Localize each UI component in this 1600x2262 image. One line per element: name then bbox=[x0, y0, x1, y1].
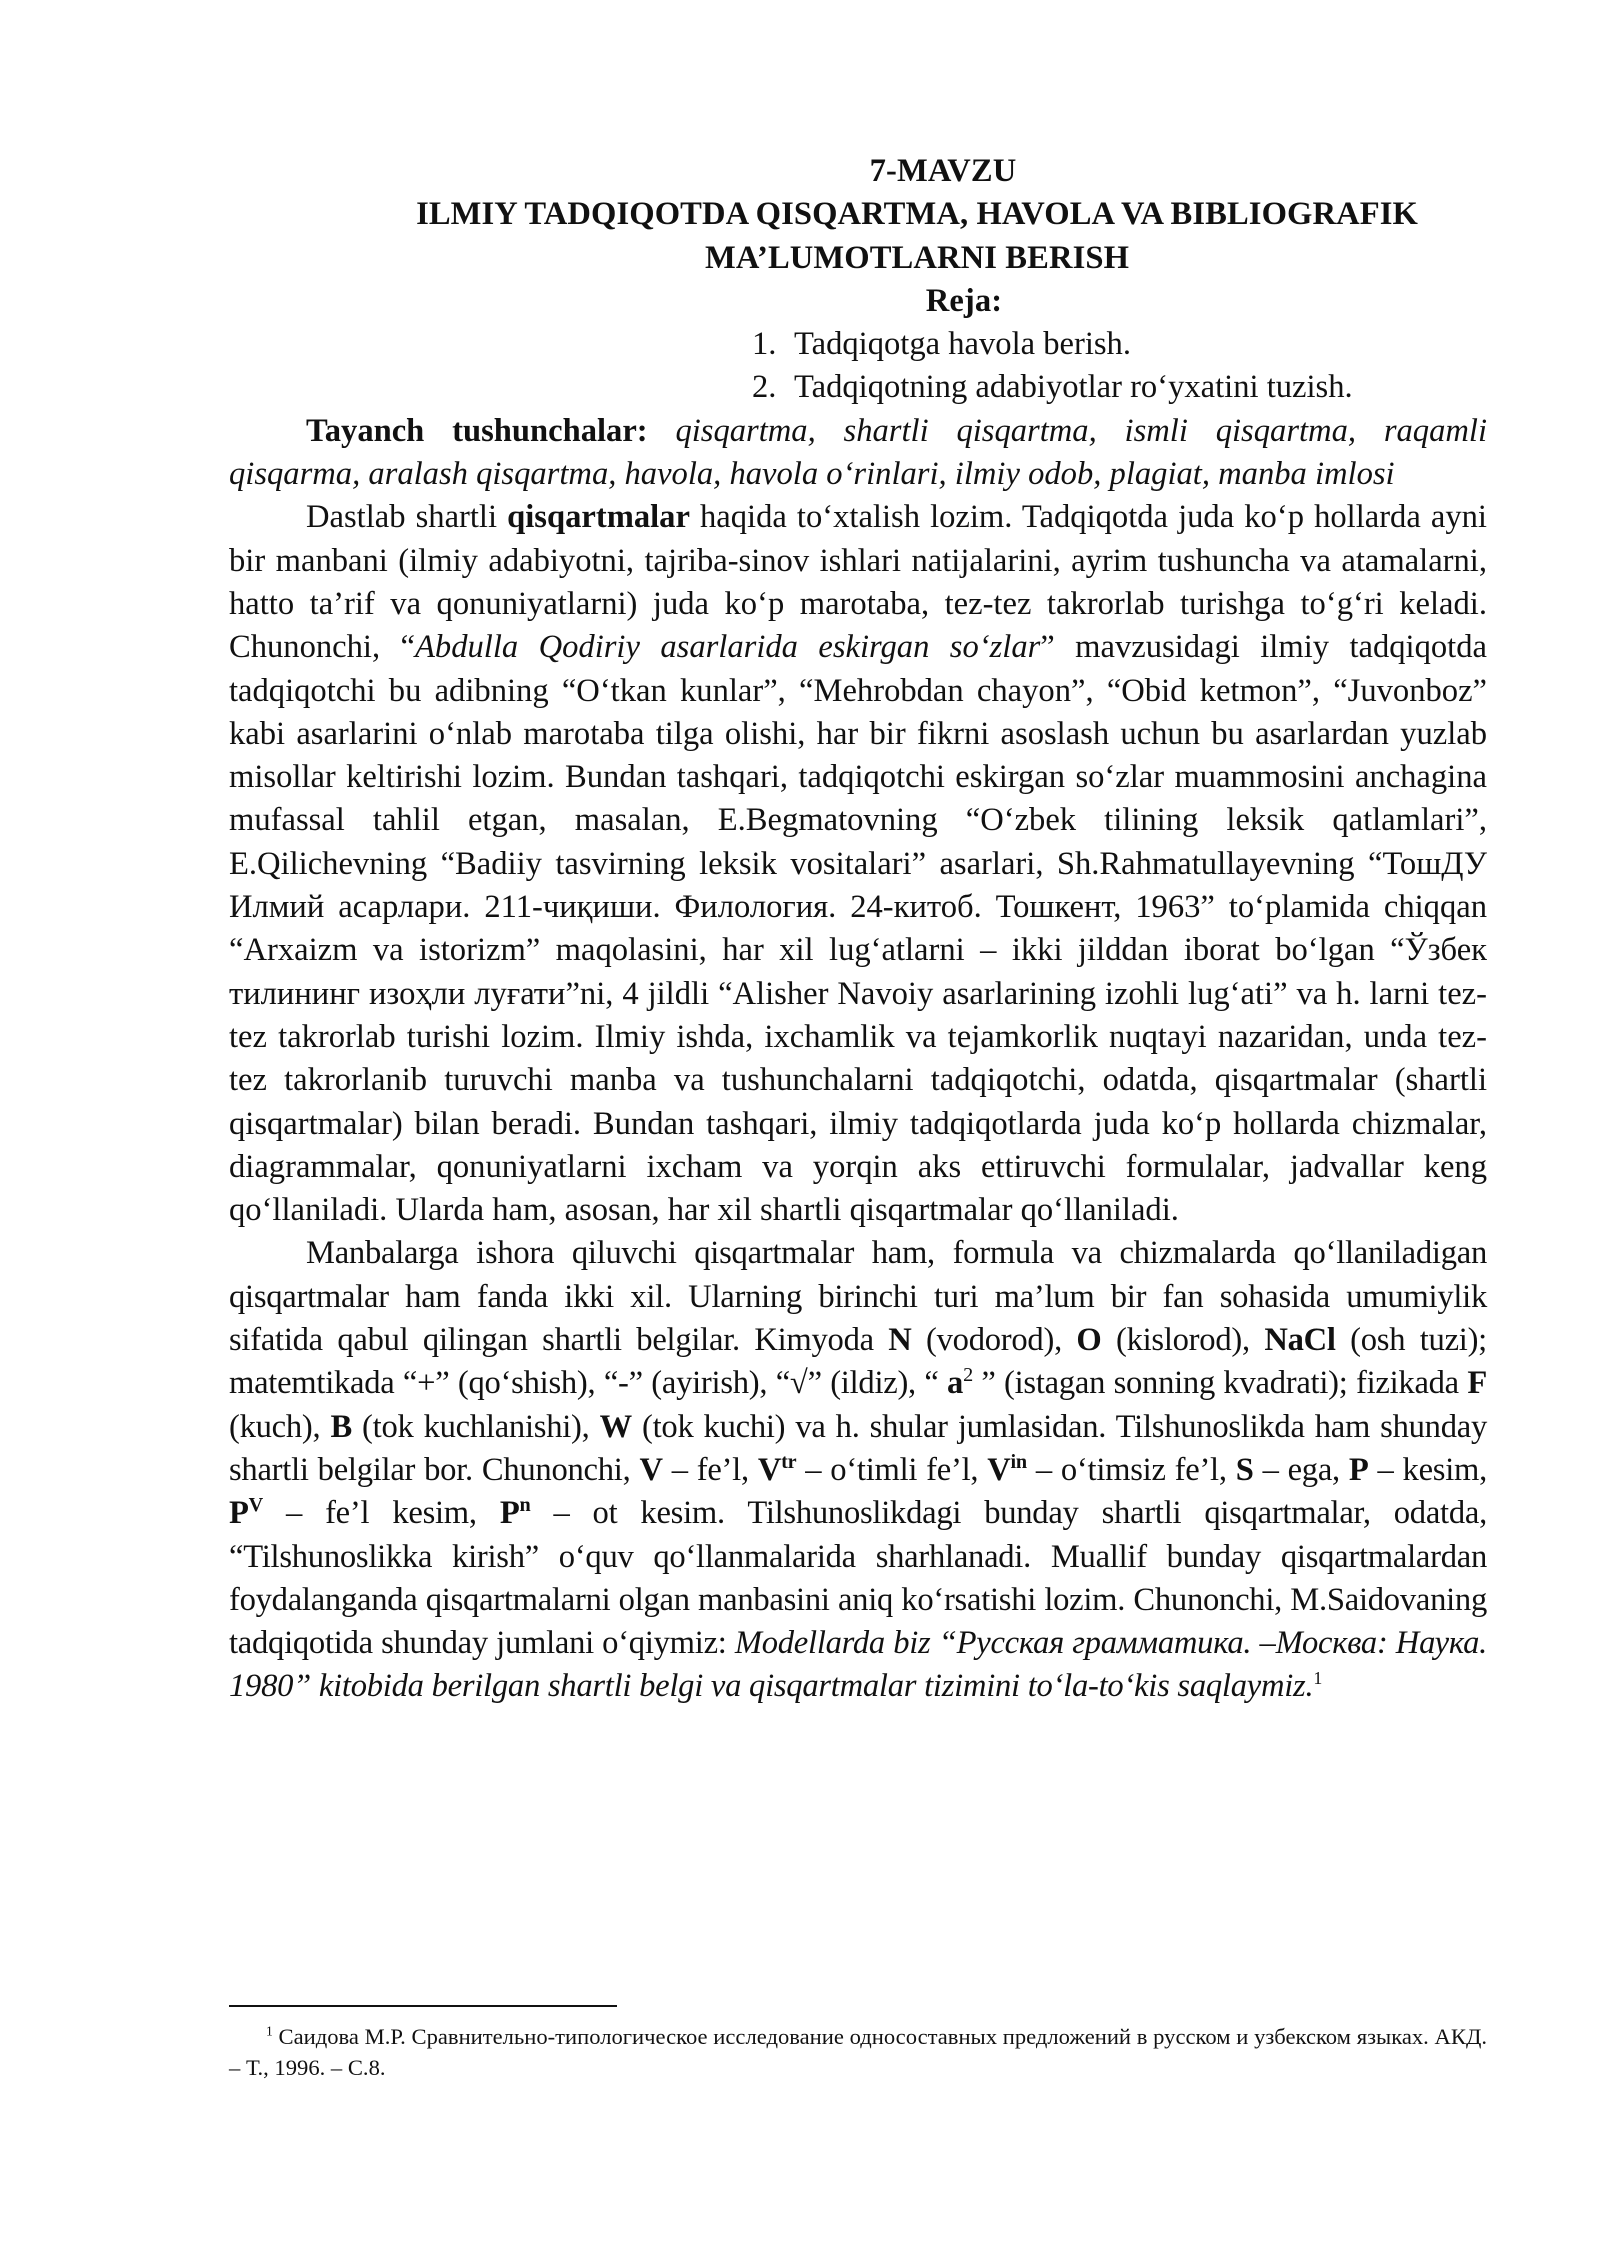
footnote-mark: 1 bbox=[266, 2023, 273, 2039]
topic-number: 7-MAVZU bbox=[869, 153, 1017, 189]
symbol: S bbox=[1235, 1451, 1254, 1488]
text-run: – ot kesim. Tilshunoslikdagi bunday shartli qisqartmalar, odatda, “Tilshunoslikka kirish” o‘quv qo‘llanmalarida sharhlanadi. Muallif bunday qisqartmalardan foydalanganda qisqartmalarni olgan manbasini aniq ko‘rsatishi lozim. Chunonchi, M.Saidovaning tadqiqotida shunday jumlani o‘qiymiz: bbox=[229, 1495, 1487, 1662]
text-run: – fe’l, bbox=[662, 1451, 758, 1488]
superscript: 2 bbox=[963, 1364, 973, 1387]
text-run: (kuch), bbox=[229, 1408, 331, 1445]
plan-item bbox=[752, 366, 1487, 409]
text-run: – ega, bbox=[1253, 1451, 1349, 1488]
page-title-line-2: MA’LUMOTLARNI BERISH bbox=[704, 239, 1130, 276]
text-run: – o‘timli fe’l, bbox=[796, 1451, 988, 1488]
plan-list bbox=[229, 323, 1487, 410]
plan-item-number: 1. bbox=[752, 326, 777, 363]
symbol bbox=[987, 1452, 1027, 1488]
text-run: Dastlab shartli bbox=[306, 499, 508, 536]
superscript: n bbox=[519, 1494, 531, 1517]
symbol: W bbox=[599, 1408, 632, 1445]
italic-quote: Modellarda biz “Русская грамматика. –Москва: Наука. 1980” kitobida berilgan shartli belgi va qisqartmalar tizimini to‘la-to‘kis saqlaymiz. bbox=[229, 1625, 1488, 1705]
text-run: (kislorod), bbox=[1101, 1322, 1265, 1359]
plan-item-text: Tadqiqotga havola berish. bbox=[794, 326, 1131, 363]
text-run: – o‘timsiz fe’l, bbox=[1026, 1451, 1236, 1488]
plan-heading: Reja: bbox=[925, 282, 1003, 319]
text-run: Manbalarga ishora qiluvchi qisqartmalar ham, formula va chizmalarda qo‘llaniladigan qisqartmalar ham fanda ikki xil. Ularning birinchi turi ma’lum bir fan sohasida umumiylik sifatida qabul qilingan shartli belgilar. Kimyoda bbox=[229, 1235, 1487, 1359]
superscript: in bbox=[1010, 1451, 1027, 1474]
key-terms-paragraph bbox=[229, 410, 1487, 497]
footnote-separator bbox=[229, 2005, 617, 2007]
key-terms-label: Tayanch tushunchalar: bbox=[306, 412, 648, 449]
symbol-base: V bbox=[757, 1451, 782, 1488]
text-run: (tok kuchi) va h. shular jumlasidan. Tilshunoslikda ham shunday shartli belgilar bor. Chunonchi, bbox=[229, 1408, 1487, 1488]
symbol: N bbox=[888, 1322, 912, 1359]
superscript: tr bbox=[781, 1451, 797, 1474]
text-run: ” mavzusidagi ilmiy tadqiqotda tadqiqotchi bu adibning “O‘tkan kunlar”, “Mehrobdan chayon”, “Obid ketmon”, “Juvonboz” kabi asarlarini o‘nlab marotaba tilga olishi, har bir fikrni asoslash uchun bu asarlardan yuzlab misollar keltirishi lozim. Bundan tashqari, tadqiqotchi eskirgan so‘zlar muammosini anchagina mufassal tahlil etgan, masalan, E.Begmatovning “O‘zbek tilining leksik qatlamlari”, E.Qilichevning “Badiiy tasvirning leksik vositalari” asarlari, Sh.Rahmatullayevning “ТошДУ Илмий асарлари. 211-чиқиши. Филология. 24-китоб. Тошкент, 1963” to‘plamida chiqqan “Arxaizm va istorizm” maqolasini, har xil lug‘atlarni – ikki jilddan iborat bo‘lgan “Ўзбек тилининг изоҳли луғати”ni, 4 jildli “Alisher Navoiy asarlarining izohli lug‘ati” va h. larni tez-tez takrorlab turishi lozim. Ilmiy ishda, ixchamlik va tejamkorlik nuqtayi nazaridan, unda tez-tez takrorlanib turuvchi manba va tushunchalarni tadqiqotchi, odatda, qisqartmalar (shartli qisqartmalar) bilan beradi. Bundan tashqari, ilmiy tadqiqotlarda juda ko‘p hollarda chizmalar, diagrammalar, qonuniyatlarni ixcham va yorqin aks ettiruvchi formulalar, jadvallar keng qo‘llaniladi. Ularda ham, asosan, har xil shartli qisqartmalar qo‘llaniladi. bbox=[229, 629, 1487, 1229]
document-body bbox=[229, 150, 1487, 1709]
body-paragraph-1 bbox=[229, 496, 1487, 1232]
italic-title: Abdulla Qodiriy asarlarida eskirgan so‘zlar bbox=[415, 629, 1041, 666]
symbol: P bbox=[1348, 1451, 1369, 1488]
symbol-base: P bbox=[499, 1495, 520, 1532]
symbol: a bbox=[947, 1365, 964, 1402]
symbol bbox=[758, 1452, 796, 1488]
symbol: F bbox=[1467, 1365, 1487, 1402]
symbol bbox=[500, 1495, 531, 1531]
text-run: – kesim, bbox=[1368, 1451, 1488, 1488]
key-terms-list: qisqartma, shartli qisqartma, ismli qisqartma, raqamli qisqarma, aralash qisqartma, havola, havola o‘rinlari, ilmiy odob, plagiat, manba imlosi bbox=[229, 412, 1487, 493]
footnote bbox=[229, 2022, 1487, 2083]
symbol-base: V bbox=[987, 1451, 1011, 1488]
symbol-base: P bbox=[229, 1495, 249, 1532]
plan-item bbox=[752, 323, 1487, 366]
symbol: NaCl bbox=[1264, 1322, 1336, 1359]
plan-item-number: 2. bbox=[752, 369, 777, 406]
plan-item-text: Tadqiqotning adabiyotlar ro‘yxatini tuzish. bbox=[794, 369, 1353, 406]
symbol: V bbox=[639, 1451, 663, 1488]
body-paragraph-2 bbox=[229, 1232, 1487, 1708]
symbol: O bbox=[1076, 1322, 1102, 1359]
footnote-reference[interactable]: 1 bbox=[1313, 1668, 1323, 1689]
text-run: (osh tuzi); matemtikada “+” (qo‘shish), “-” (ayirish), “√” (ildiz), “ bbox=[229, 1322, 1487, 1402]
bold-term: qisqartmalar bbox=[507, 499, 690, 536]
symbol bbox=[229, 1495, 263, 1531]
text-run: (vodorod), bbox=[911, 1322, 1077, 1359]
text-run: haqida to‘xtalish lozim. Tadqiqotda juda ko‘p hollarda ayni bir manbani (ilmiy adabiyotni, tajriba-sinov ishlari natijalarini, ayrim tushuncha va atamalarni, hatto ta’rif va qonuniyatlarni) juda ko‘p marotaba, tez-tez takrorlab turishga to‘g‘ri keladi. Chunonchi, “ bbox=[229, 499, 1487, 666]
footnote-text: Саидова М.Р. Сравнительно-типологическое исследование односоставных предложений в русском и узбекском языках. АКД. – Т., 1996. – С.8. bbox=[229, 2024, 1487, 2080]
symbol: B bbox=[330, 1408, 352, 1445]
page-title-line-1: ILMIY TADQIQOTDA QISQARTMA, HAVOLA VA BIBLIOGRAFIK bbox=[416, 196, 1418, 233]
text-run: (tok kuchlanishi), bbox=[351, 1408, 600, 1445]
text-run: – fe’l kesim, bbox=[263, 1495, 500, 1532]
superscript: V bbox=[248, 1494, 263, 1517]
text-run: ” (istagan sonning kvadrati); fizikada bbox=[972, 1365, 1468, 1402]
